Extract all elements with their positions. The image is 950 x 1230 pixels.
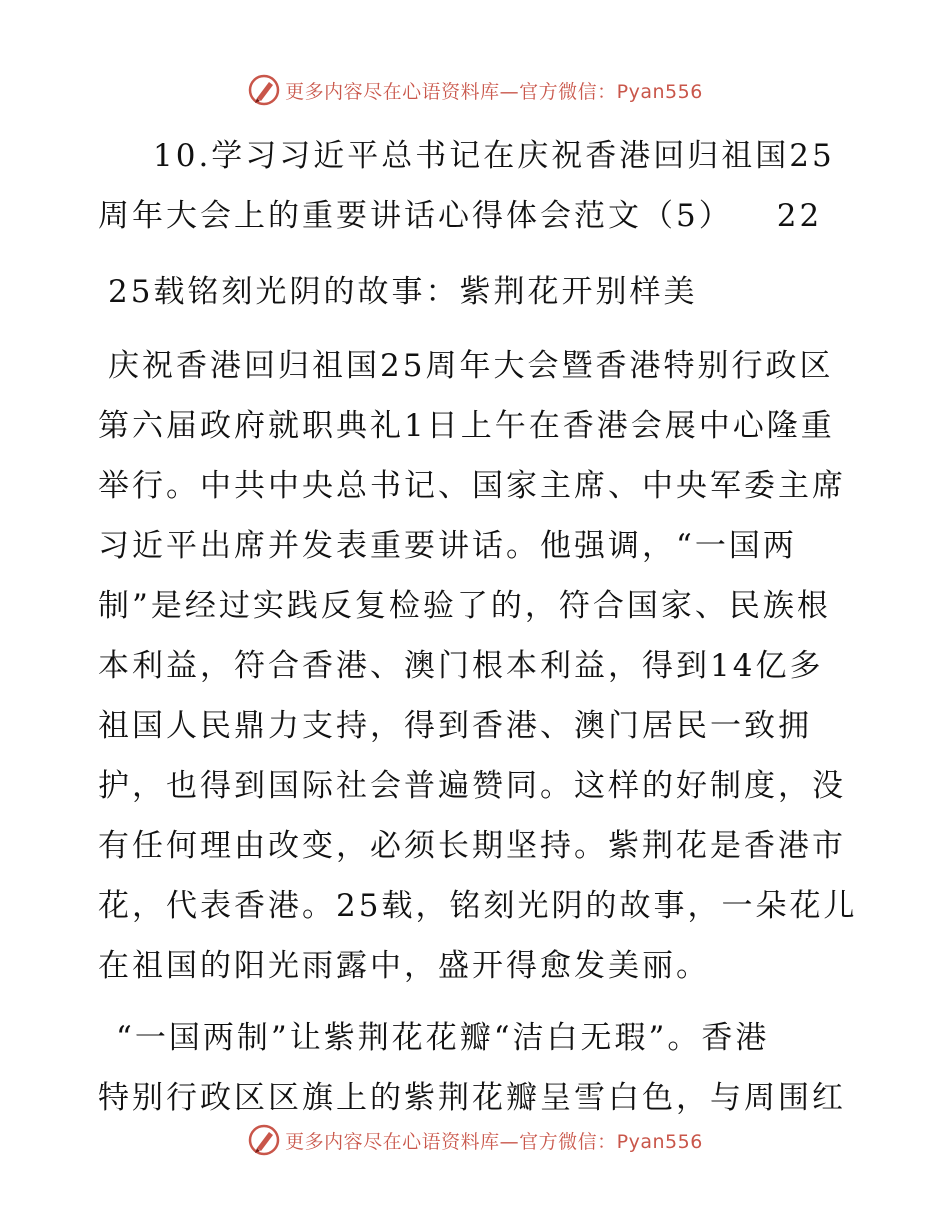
footer-watermark	[0, 1120, 950, 1160]
subtitle: 25载铭刻光阴的故事：紫荆花开别样美	[108, 274, 698, 310]
heading-title-end: 周年大会上的重要讲话心得体会范文（5）	[98, 198, 733, 234]
page-reference: 22	[776, 198, 823, 234]
paragraph-line: 习近平出席并发表重要讲话。他强调，“一国两	[98, 528, 797, 564]
watermark-text: 更多内容尽在心语资料库—官方微信：Pyan556	[285, 1130, 703, 1153]
paragraph-line: “一国两制”让紫荆花花瓣“洁白无瑕”。香港	[116, 1020, 770, 1056]
paragraph-line: 举行。中共中央总书记、国家主席、中央军委主席	[98, 468, 846, 504]
paragraph-line: 花，代表香港。25载，铭刻光阴的故事，一朵花儿	[98, 888, 858, 924]
document-body	[98, 126, 858, 1128]
paragraph-line: 第六届政府就职典礼1日上午在香港会展中心隆重	[98, 408, 835, 444]
paragraph-line: 祖国人民鼎力支持，得到香港、澳门居民一致拥	[98, 708, 812, 744]
paragraph-line: 庆祝香港回归祖国25周年大会暨香港特别行政区	[108, 348, 834, 384]
paragraph-1	[98, 336, 858, 996]
heading-line-1: 10.学习习近平总书记在庆祝香港回归祖国25	[153, 138, 835, 174]
pen-logo-icon	[247, 1123, 281, 1157]
pen-logo-icon	[247, 73, 281, 107]
paragraph-line: 有任何理由改变，必须长期坚持。紫荆花是香港市	[98, 828, 846, 864]
header-watermark	[0, 70, 950, 110]
watermark-text: 更多内容尽在心语资料库—官方微信：Pyan556	[285, 80, 703, 103]
paragraph-line: 护，也得到国际社会普遍赞同。这样的好制度，没	[98, 768, 846, 804]
paragraph-line: 制”是经过实践反复检验了的，符合国家、民族根	[98, 588, 831, 624]
paragraph-line: 本利益，符合香港、澳门根本利益，得到14亿多	[98, 648, 824, 684]
paragraph-2	[98, 1008, 858, 1128]
heading-line-2	[98, 186, 858, 246]
paragraph-line: 特别行政区区旗上的紫荆花瓣呈雪白色，与周围红	[98, 1080, 846, 1116]
paragraph-line: 在祖国的阳光雨露中，盛开得愈发美丽。	[98, 948, 710, 984]
